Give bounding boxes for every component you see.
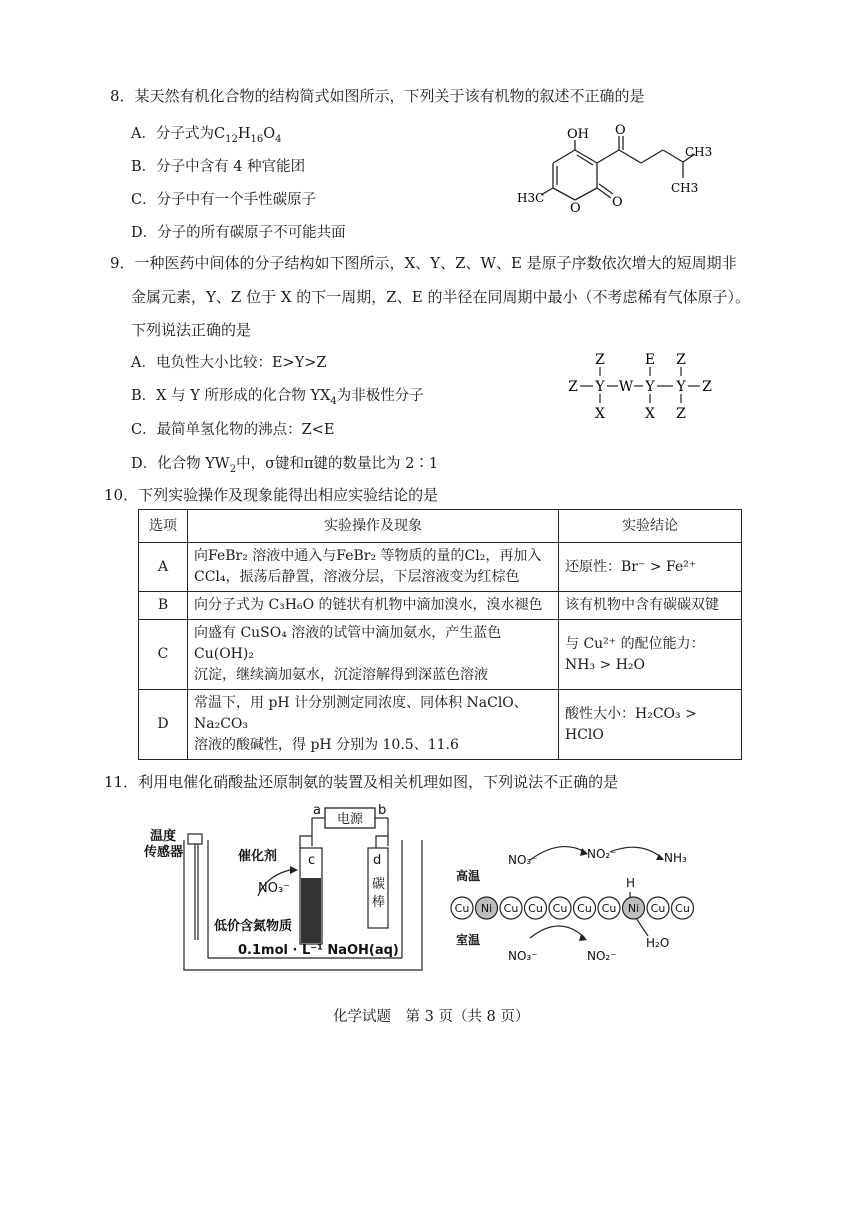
q9-stem-line3: 下列说法正确的是 <box>131 321 252 339</box>
svg-text:低价含氮物质: 低价含氮物质 <box>214 919 293 934</box>
svg-text:E: E <box>644 352 656 368</box>
q9-option-d: D．化合物 $YW_2$中，σ键和π键的数量比为 2∶1 <box>131 456 439 475</box>
table-row: C 向盛有 CuSO₄ 溶液的试管中滴加氨水，产生蓝色 Cu(OH)₂ 沉淀，继续滴加氨水，沉淀溶解得到深蓝色溶液 与 Cu²⁺ 的配位能力： NH₃ > H₂O <box>139 620 742 690</box>
svg-text:NO₃⁻: NO₃⁻ <box>258 881 291 896</box>
q11-stem: 11．利用电催化硝酸盐还原制氨的装置及相关机理如图，下列说法不正确的是 <box>104 773 619 791</box>
q8-option-c: C．分子中有一个手性碳原子 <box>131 192 317 208</box>
svg-text:Y: Y <box>595 379 605 395</box>
svg-text:NH₃: NH₃ <box>664 851 687 865</box>
svg-text:Z: Z <box>568 379 578 395</box>
atom-label: Cu <box>552 902 568 915</box>
svg-text:Z: Z <box>595 352 605 368</box>
svg-text:NO₃⁻: NO₃⁻ <box>508 949 538 963</box>
svg-text:碳: 碳 <box>372 877 386 892</box>
q8-label-o-top: O <box>615 123 626 138</box>
atom-label: Cu <box>503 902 519 915</box>
svg-text:NO₂⁻: NO₂⁻ <box>587 949 617 963</box>
page-footer: 化学试题 第 3 页（共 8 页） <box>333 1009 530 1025</box>
q8-label-o-carbonyl: O <box>612 195 623 210</box>
q10-stem: 10．下列实验操作及现象能得出相应实验结论的是 <box>104 486 439 504</box>
q8-option-d: D．分子的所有碳原子不可能共面 <box>131 225 346 241</box>
svg-text:Z: Z <box>676 352 686 368</box>
header-conclusion: 实验结论 <box>559 510 742 543</box>
q9-stem-line2: 金属元素，Y、Z 位于 X 的下一周期，Z、E 的半径在同周期中最小（不考虑稀有气体原子）。 <box>131 288 750 306</box>
q8-label-ch3-top: CH3 <box>685 145 713 159</box>
q10-table <box>138 509 742 760</box>
atom-label: Cu <box>577 902 592 915</box>
svg-text:Y: Y <box>645 379 655 395</box>
q8-structure-diagram <box>515 118 720 218</box>
atom-label: Ni <box>627 902 640 915</box>
q8-option-b: B．分子中含有 4 种官能团 <box>131 159 306 175</box>
svg-text:H₂O: H₂O <box>646 936 670 950</box>
atom-label: Cu <box>454 902 470 915</box>
svg-text:X: X <box>645 406 655 422</box>
atom-label: Ni <box>480 902 493 915</box>
svg-text:高温: 高温 <box>456 869 481 883</box>
q8-stem: 8．某天然有机化合物的结构简式如图所示，下列关于该有机物的叙述不正确的是 <box>110 87 645 105</box>
svg-text:X: X <box>595 406 605 422</box>
svg-text:温度: 温度 <box>150 829 177 844</box>
q11-apparatus-diagram <box>140 800 440 980</box>
svg-text:NO₃⁻: NO₃⁻ <box>508 853 538 867</box>
svg-text:传感器: 传感器 <box>144 845 184 860</box>
svg-text:催化剂: 催化剂 <box>238 849 278 864</box>
q8-label-o-ring: O <box>570 201 581 216</box>
q9-option-b: B．X 与 Y 所形成的化合物 $YX_4$为非极性分子 <box>131 388 424 407</box>
svg-text:NO₂⁻: NO₂⁻ <box>587 847 617 861</box>
q8-option-a: A．分子式为$C_{12}H_{16}O_4$ <box>131 126 282 145</box>
atom-label: Cu <box>601 902 617 915</box>
q9-option-c: C．最简单氢化物的沸点：Z<E <box>131 422 335 438</box>
atom-row <box>451 897 694 919</box>
atom-label: Cu <box>675 902 690 915</box>
header-operation: 实验操作及现象 <box>188 510 559 543</box>
svg-text:Z: Z <box>702 379 712 395</box>
svg-text:c: c <box>308 853 316 868</box>
table-row: A 向FeBr₂ 溶液中通入与FeBr₂ 等物质的量的Cl₂，再加入 CCl₄，振荡后静置，溶液分层，下层溶液变为红棕色 还原性：Br⁻ > Fe²⁺ <box>139 543 742 592</box>
header-option: 选项 <box>139 510 188 543</box>
svg-text:d: d <box>373 853 382 868</box>
q9-stem-line1: 9．一种医药中间体的分子结构如下图所示，X、Y、Z、W、E 是原子序数依次增大的短周期非 <box>110 254 737 272</box>
table-row: B 向分子式为 C₃H₆O 的链状有机物中滴加溴水，溴水褪色 该有机物中含有碳碳双键 <box>139 592 742 620</box>
table-row: D 常温下，用 pH 计分别测定同浓度、同体积 NaClO、Na₂CO₃ 溶液的酸碱性，得 pH 分别为 10.5、11.6 酸性大小：H₂CO₃ > HClO <box>139 690 742 760</box>
atom-label: Cu <box>528 902 543 915</box>
catalyst-coating <box>301 878 321 943</box>
q9-molecule-diagram <box>560 350 720 422</box>
svg-text:Z: Z <box>676 406 686 422</box>
atom-label: Cu <box>650 902 666 915</box>
svg-text:W: W <box>618 379 634 395</box>
table-header-row <box>139 510 742 543</box>
svg-text:Y: Y <box>676 379 686 395</box>
svg-text:b: b <box>378 803 387 818</box>
q8-label-ch3-bottom: CH3 <box>671 181 699 195</box>
svg-text:0.1mol · L⁻¹ NaOH(aq): 0.1mol · L⁻¹ NaOH(aq) <box>238 943 399 958</box>
svg-text:a: a <box>313 803 321 818</box>
q8-label-h3c: H3C <box>517 191 545 205</box>
q9-option-a: A．电负性大小比较：E>Y>Z <box>131 355 327 371</box>
svg-text:电源: 电源 <box>336 812 364 827</box>
q8-label-oh: OH <box>567 127 589 142</box>
q11-mechanism-diagram <box>450 830 710 970</box>
svg-text:室温: 室温 <box>456 933 481 947</box>
svg-text:H: H <box>626 876 636 890</box>
svg-text:棒: 棒 <box>372 895 386 910</box>
